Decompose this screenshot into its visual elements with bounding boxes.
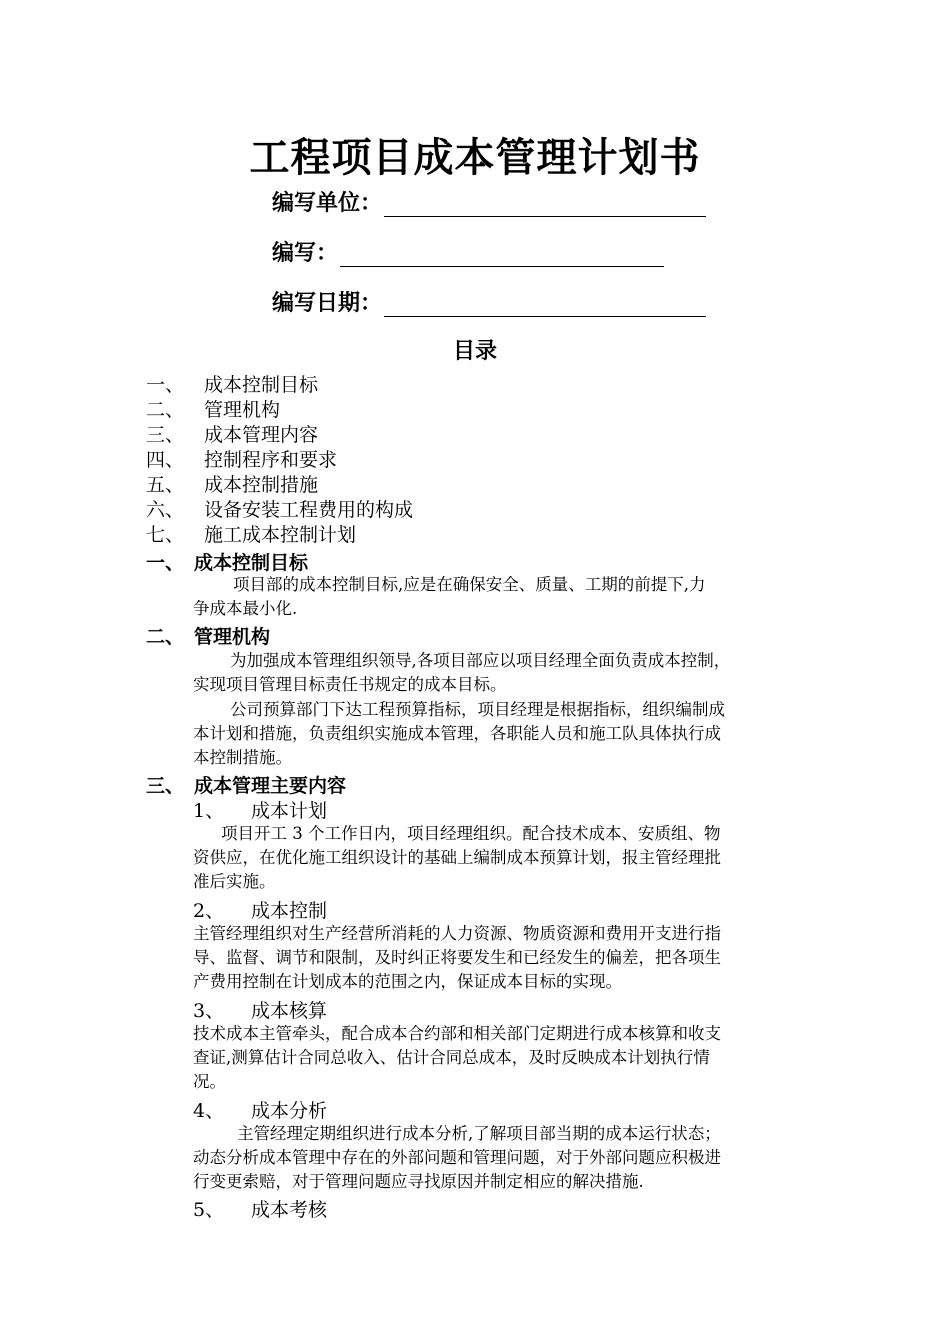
subsection-heading: 3、 成本核算 bbox=[193, 1000, 328, 1022]
toc-list bbox=[146, 373, 413, 548]
section-heading-1: 一、 成本控制目标 bbox=[146, 552, 309, 574]
subsection-heading: 5、 成本考核 bbox=[193, 1199, 328, 1221]
subsection-heading: 1、 成本计划 bbox=[193, 800, 328, 822]
toc-item: 一、 成本控制目标 bbox=[146, 374, 319, 396]
section-heading-2: 二、 管理机构 bbox=[146, 626, 271, 648]
document-title: 工程项目成本管理计划书 bbox=[249, 134, 701, 181]
field-unit bbox=[272, 186, 706, 217]
toc-item: 七、 施工成本控制计划 bbox=[146, 524, 357, 546]
subsection-paragraph: 项目开工 3 个工作日内，项目经理组织。配合技术成本、安质组、物 资供应，在优化施工组织设计的基础上编制成本预算计划，报主管经理批 准后实施。 bbox=[193, 824, 721, 891]
subsection-paragraph: 主管经理定期组织进行成本分析,了解项目部当期的成本运行状态； 动态分析成本管理中存在的外部问题和管理问题，对于外部问题应积极进 行变更索赔，对于管理问题应寻找原因并制定相应的解决措施. bbox=[193, 1124, 721, 1191]
field-unit-label: 编写单位： bbox=[272, 191, 383, 216]
toc-heading: 目录 bbox=[452, 339, 497, 364]
toc-item: 六、 设备安装工程费用的构成 bbox=[146, 499, 414, 521]
subsection-paragraph: 主管经理组织对生产经营所消耗的人力资源、物质资源和费用开支进行指 导、监督、调节和限制，及时纠正将要发生和已经发生的偏差，把各项生 产费用控制在计划成本的范围之内，保证成本目标的实现。 bbox=[193, 924, 721, 991]
toc-item: 三、 成本管理内容 bbox=[146, 424, 319, 446]
subsection-heading: 2、 成本控制 bbox=[193, 900, 328, 922]
subsection-paragraph: 技术成本主管牵头，配合成本合约部和相关部门定期进行成本核算和收支 查证,测算估计合同总收入、估计合同总成本，及时反映成本计划执行情 况。 bbox=[193, 1024, 721, 1091]
section-2-paragraph-2: 公司预算部门下达工程预算指标，项目经理是根据指标，组织编制成 本计划和措施，负责组织实施成本管理，各职能人员和施工队具体执行成 本控制措施。 bbox=[193, 700, 725, 767]
field-date-blank bbox=[384, 292, 706, 317]
field-author-blank bbox=[340, 242, 664, 267]
subsection-heading: 4、 成本分析 bbox=[193, 1100, 328, 1122]
field-date-label: 编写日期： bbox=[272, 291, 383, 316]
section-heading-3: 三、 成本管理主要内容 bbox=[146, 775, 347, 797]
field-unit-blank bbox=[384, 192, 706, 217]
toc-item: 五、 成本控制措施 bbox=[146, 474, 319, 496]
section-1-paragraph: 项目部的成本控制目标,应是在确保安全、质量、工期的前提下,力 争成本最小化. bbox=[193, 575, 706, 618]
toc-item: 二、 管理机构 bbox=[146, 399, 281, 421]
field-author bbox=[272, 236, 664, 267]
field-author-label: 编写： bbox=[272, 241, 339, 266]
section-2-paragraph-1: 为加强成本管理组织领导,各项目部应以项目经理全面负责成本控制， 实现项目管理目标责任书规定的成本目标。 bbox=[193, 651, 731, 694]
toc-item: 四、 控制程序和要求 bbox=[146, 449, 338, 471]
field-date bbox=[272, 286, 706, 317]
